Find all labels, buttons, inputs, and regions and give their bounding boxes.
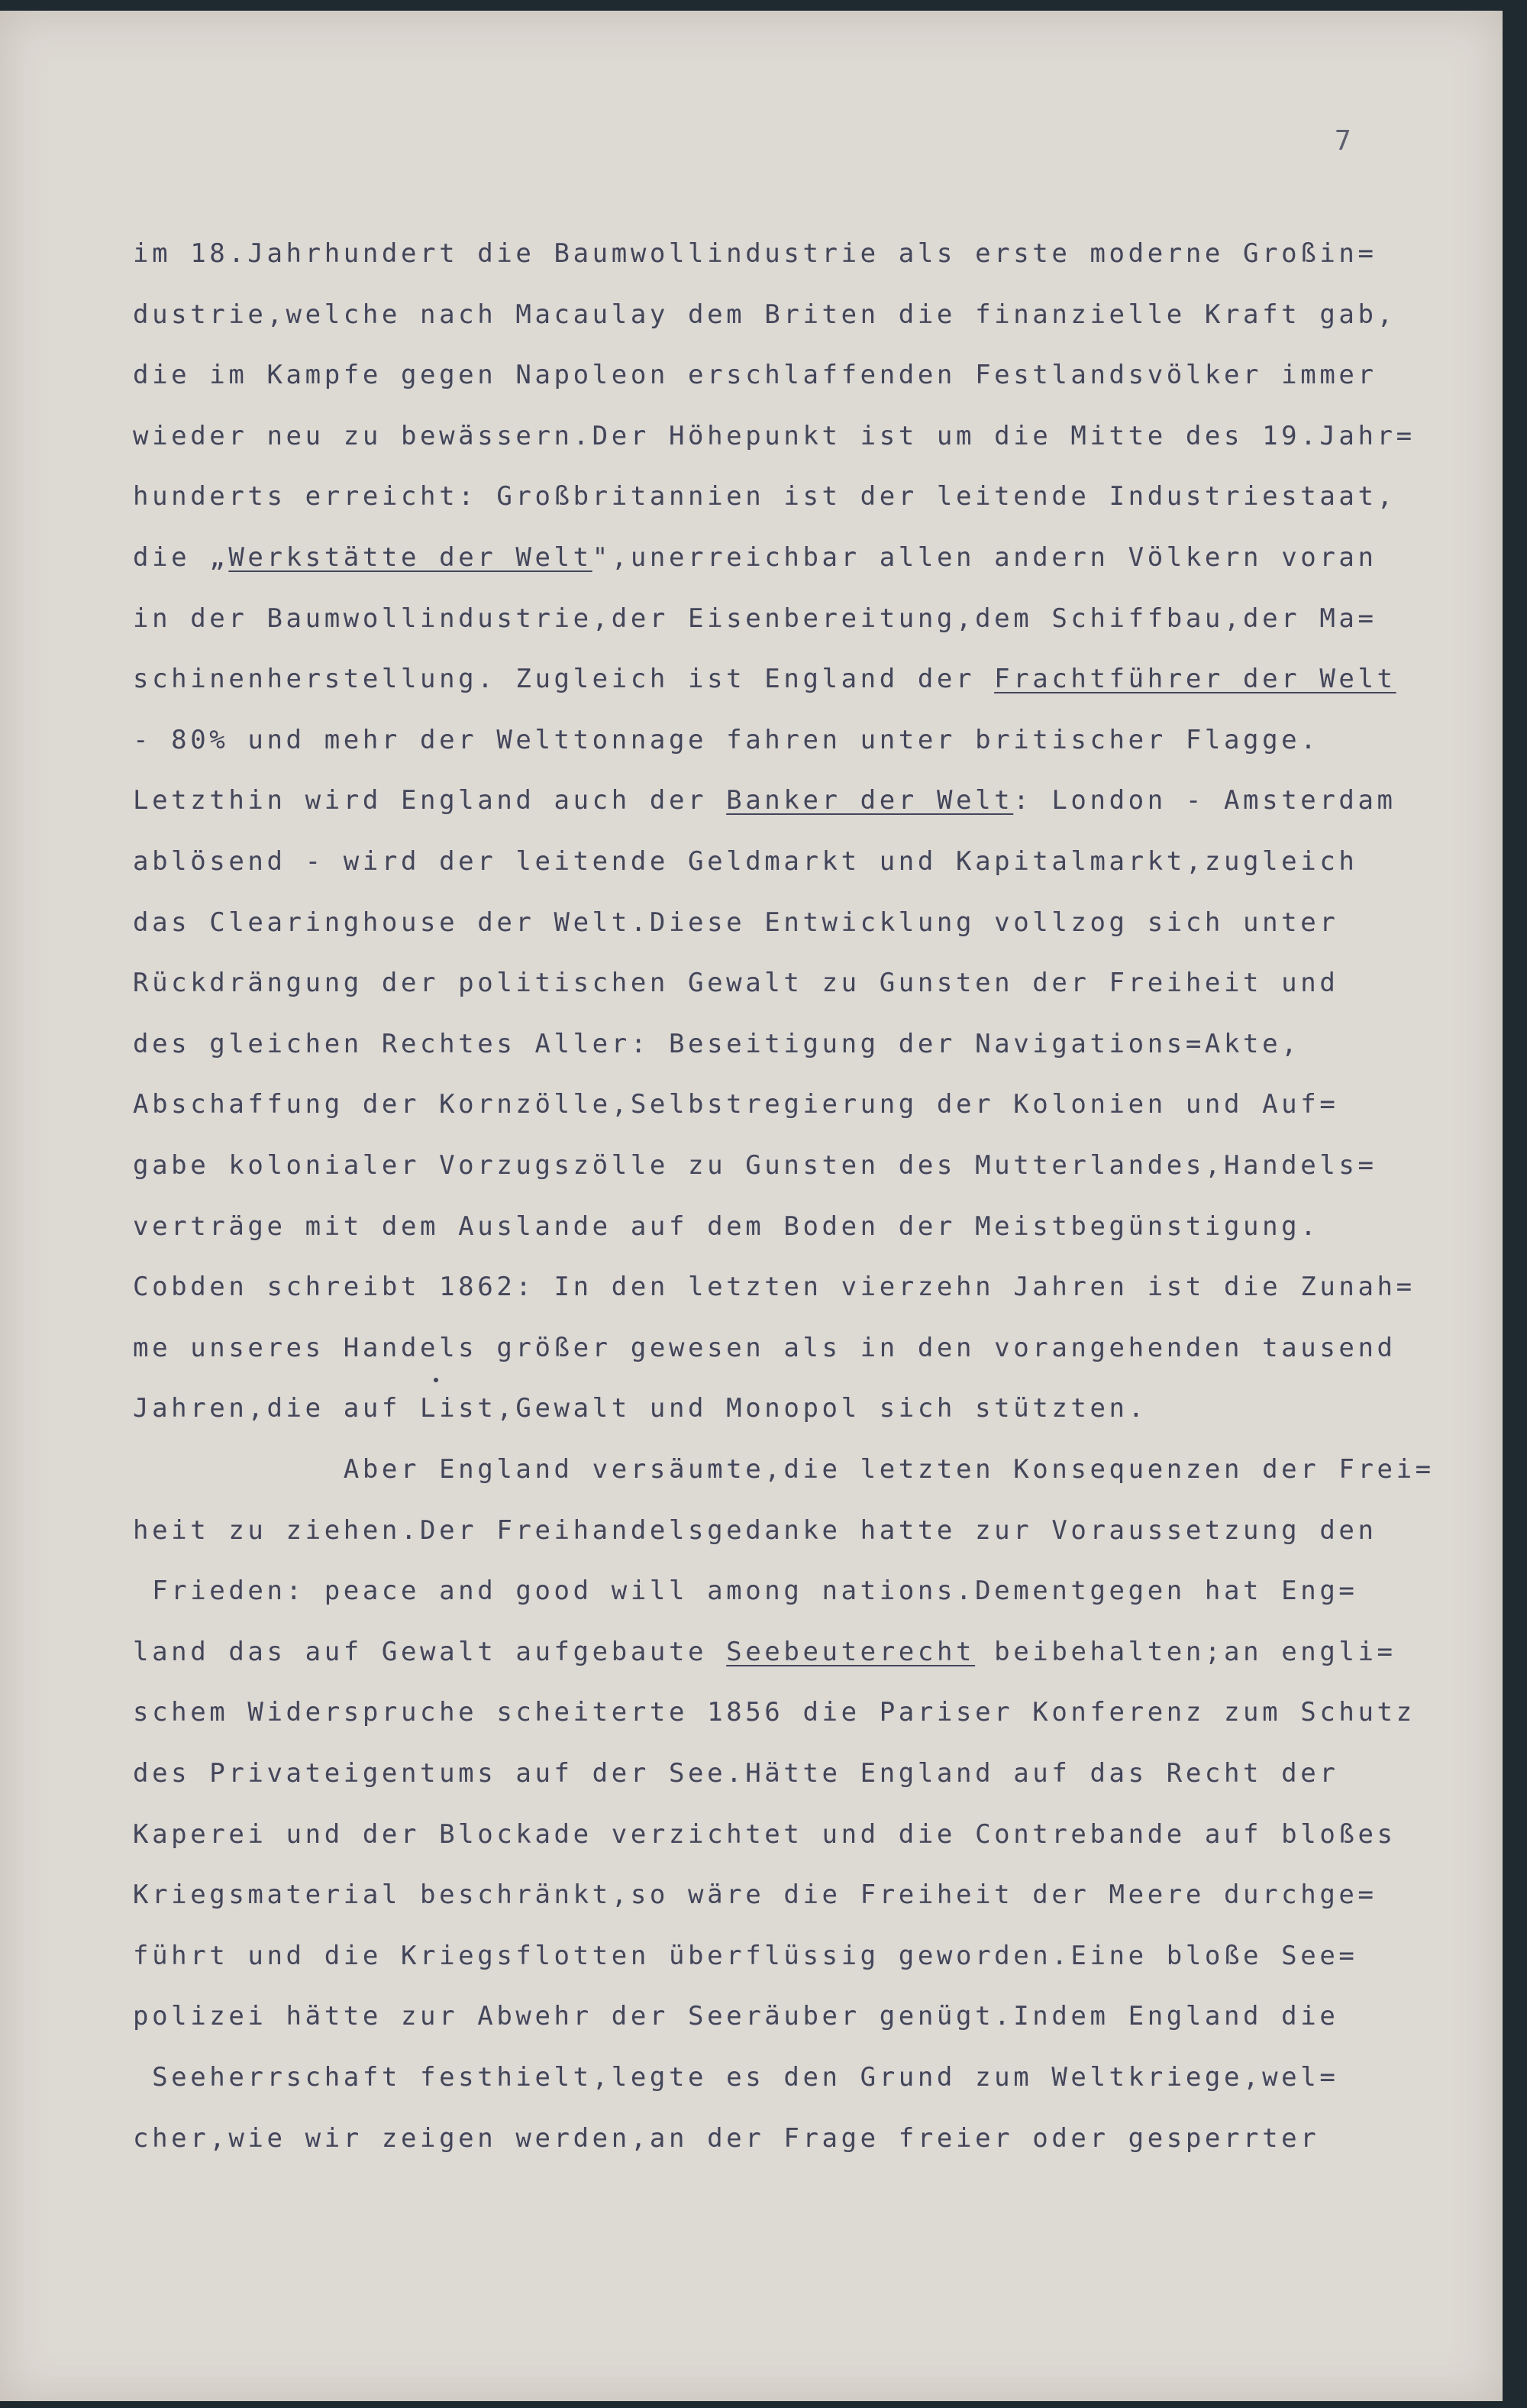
text-line [133,1689,1416,1735]
text-segment: cher,wie wir zeigen werden,an der Frage freier oder gesperrter [133,2122,1320,2154]
text-segment: schem Widerspruche scheiterte 1856 die Pariser Konferenz zum Schutz [133,1697,1416,1728]
text-segment: des gleichen Rechtes Aller: Beseitigung der Navigations=Akte, [133,1028,1301,1059]
text-segment: gabe kolonialer Vorzugszölle zu Gunsten des Mutterlandes,Handels= [133,1150,1377,1181]
ink-dot [434,1378,438,1382]
text-line [133,1629,1396,1675]
text-line [133,1264,1416,1310]
text-segment: Jahren,die auf List,Gewalt und Monopol sich stützten. [133,1393,1148,1424]
text-line [133,1750,1338,1796]
text-line [133,474,1396,519]
text-line [133,1325,1396,1371]
text-segment: Kriegsmaterial beschränkt,so wäre die Freiheit der Meere durchge= [133,1880,1377,1911]
text-segment: Kaperei und der Blockade verzichtet und die Contrebande auf bloßes [133,1818,1396,1850]
text-line [133,292,1396,338]
text-line [133,2115,1319,2161]
text-line [133,1204,1319,1249]
text-segment: schinenherstellung. Zugleich ist England der [133,664,995,695]
text-segment: wieder neu zu bewässern.Der Höhepunkt ist um die Mitte des 19.Jahr= [133,420,1416,451]
underlined-phrase: Seebeuterecht [726,1636,976,1667]
text-segment: führt und die Kriegsflotten überflüssig geworden.Eine bloße See= [133,1940,1358,1971]
text-line [133,352,1377,398]
underlined-phrase: Banker der Welt [726,785,1014,816]
underlined-phrase: Werkstätte der Welt [228,542,592,573]
text-line [133,717,1319,763]
text-segment: in der Baumwollindustrie,der Eisenbereitung,dem Schiffbau,der Ma= [133,603,1377,634]
text-line [133,1508,1377,1553]
text-segment: dustrie,welche nach Macaulay dem Briten die finanzielle Kraft gab, [133,299,1396,330]
text-line [133,900,1338,945]
text-segment: : London - Amsterdam [1013,785,1396,816]
text-line [133,1021,1300,1067]
text-line [133,413,1416,459]
text-line [133,1143,1377,1188]
text-segment: heit zu ziehen.Der Freihandelsgedanke hatte zur Voraussetzung den [133,1514,1377,1546]
text-segment: die „ [133,542,229,573]
text-line [133,1933,1358,1979]
text-line [133,1993,1338,2039]
text-line [133,777,1396,823]
text-segment: ",unerreichbar allen andern Völkern voran [592,542,1377,573]
text-line [133,1081,1338,1127]
text-segment: die im Kampfe gegen Napoleon erschlaffenden Festlandsvölker immer [133,360,1377,391]
text-segment: Rückdrängung der politischen Gewalt zu Gunsten der Freiheit und [133,968,1339,999]
text-segment: beibehalten;an engli= [975,1636,1396,1667]
text-segment: ablösend - wird der leitende Geldmarkt und Kapitalmarkt,zugleich [133,846,1358,877]
text-line [133,1446,1435,1492]
text-line [133,231,1377,276]
text-segment: im 18.Jahrhundert die Baumwollindustrie als erste moderne Großin= [133,238,1377,269]
text-line [133,1568,1358,1614]
text-segment: hunderts erreicht: Großbritannien ist der leitende Industriestaat, [133,481,1396,512]
text-line [133,1812,1396,1857]
text-segment: - 80% und mehr der Welttonnage fahren unter britischer Flagge. [133,724,1320,755]
text-segment: Seeherrschaft festhielt,legte es den Grund zum Weltkriege,wel= [133,2062,1339,2093]
text-segment: verträge mit dem Auslande auf dem Boden der Meistbegünstigung. [133,1210,1320,1242]
text-line [133,656,1396,702]
text-line [133,960,1338,1006]
text-segment: das Clearinghouse der Welt.Diese Entwicklung vollzog sich unter [133,907,1339,938]
text-line [133,839,1358,884]
text-segment: des Privateigentums auf der See.Hätte England auf das Recht der [133,1758,1339,1789]
text-segment: polizei hätte zur Abwehr der Seeräuber genügt.Indem England die [133,2001,1339,2032]
text-line [133,1872,1377,1918]
underlined-phrase: Frachtführer der Welt [994,664,1396,695]
text-line [133,535,1377,580]
text-line [133,596,1377,642]
text-segment: land das auf Gewalt aufgebaute [133,1636,727,1667]
text-segment: Abschaffung der Kornzölle,Selbstregierung der Kolonien und Auf= [133,1089,1339,1120]
text-line [133,1385,1148,1431]
text-segment: me unseres Handels größer gewesen als in den vorangehenden tausend [133,1332,1396,1363]
text-segment: Cobden schreibt 1862: In den letzten vierzehn Jahren ist die Zunah= [133,1272,1416,1303]
page-number: 7 [1335,125,1351,157]
text-segment: Aber England versäumte,die letzten Konsequenzen der Frei= [133,1454,1435,1485]
text-line [133,2054,1338,2100]
text-segment: Frieden: peace and good will among nations.Dementgegen hat Eng= [133,1576,1358,1607]
text-segment: Letzthin wird England auch der [133,785,727,816]
document-page [0,11,1503,2401]
